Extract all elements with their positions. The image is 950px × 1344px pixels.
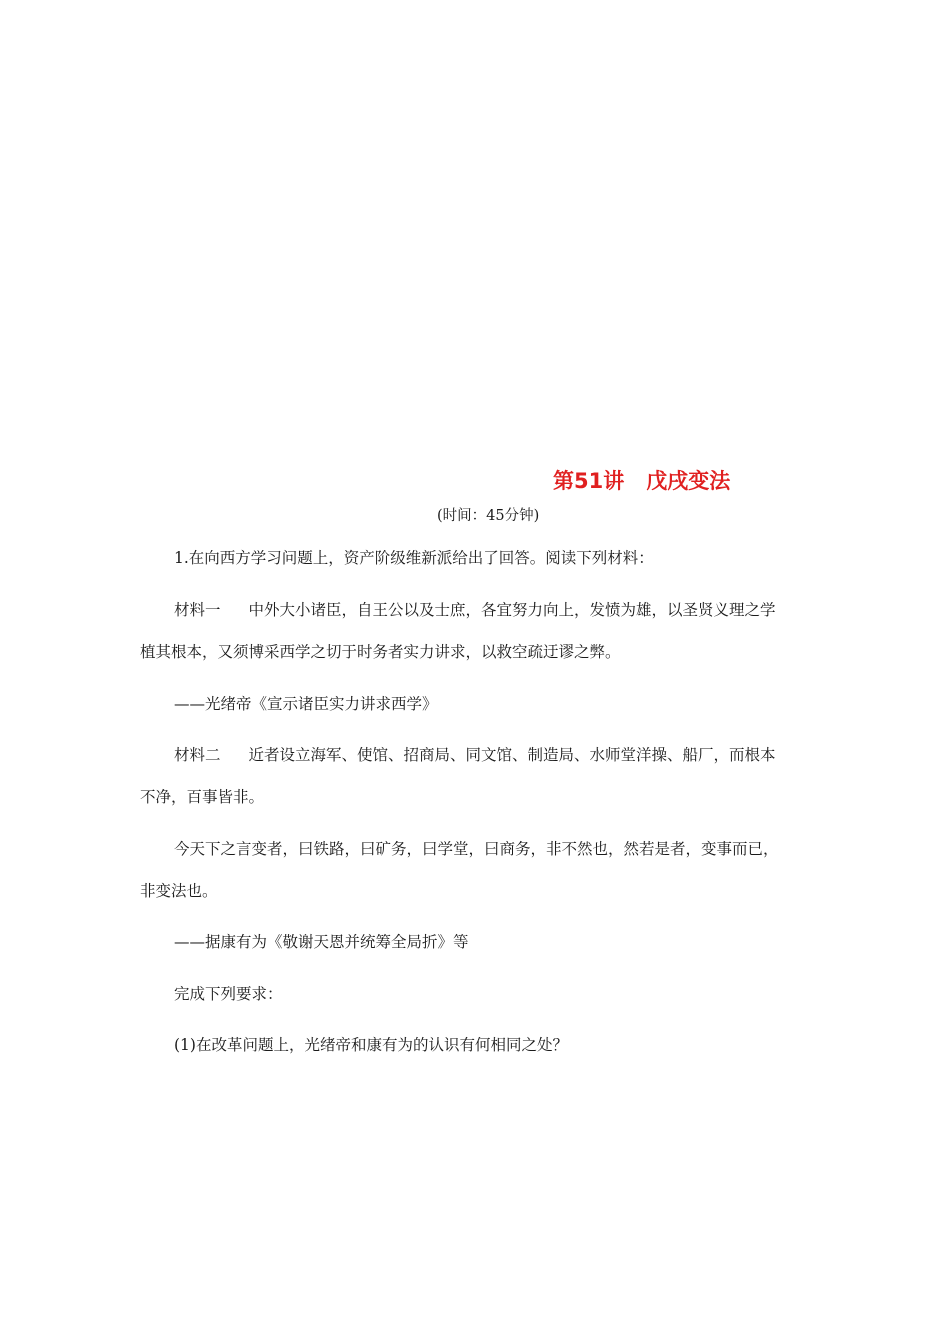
material2-line2: 不净，百事皆非。 [140, 788, 265, 806]
time-note: (时间：45分钟) [437, 508, 540, 524]
material2-text: 近者设立海军、使馆、招商局、同文馆、制造局、水师堂洋操、船厂，而根本 [248, 746, 776, 764]
material2-para2-line1: 今天下之言变者，曰铁路，曰矿务，曰学堂，曰商务，非不然也，然若是者，变事而已， [174, 840, 779, 858]
question-intro: 1.在向西方学习问题上，资产阶级维新派给出了回答。阅读下列材料： [174, 549, 654, 567]
material1-text: 中外大小诸臣，自王公以及士庶，各宜努力向上，发愤为雄，以圣贤义理之学 [248, 601, 776, 619]
material2-para2-line2: 非变法也。 [140, 882, 218, 900]
lecture-number: 第51讲 [553, 469, 625, 493]
sub-question-1: (1)在改革问题上，光绪帝和康有为的认识有何相同之处？ [174, 1036, 568, 1054]
material2-label: 材料二 [174, 746, 221, 764]
instruction: 完成下列要求： [174, 985, 283, 1003]
material1-source: ——光绪帝《宣示诸臣实力讲求西学》 [174, 695, 438, 713]
material1-label: 材料一 [174, 601, 221, 619]
lecture-topic: 戊戌变法 [646, 469, 731, 493]
material1-line2: 植其根本，又须博采西学之切于时务者实力讲求，以救空疏迂谬之弊。 [140, 643, 621, 661]
material2-source: ——据康有为《敬谢天恩并统筹全局折》等 [174, 933, 469, 951]
material2-line1 [174, 743, 776, 765]
page-title [553, 465, 730, 495]
material1-line1 [174, 598, 776, 620]
